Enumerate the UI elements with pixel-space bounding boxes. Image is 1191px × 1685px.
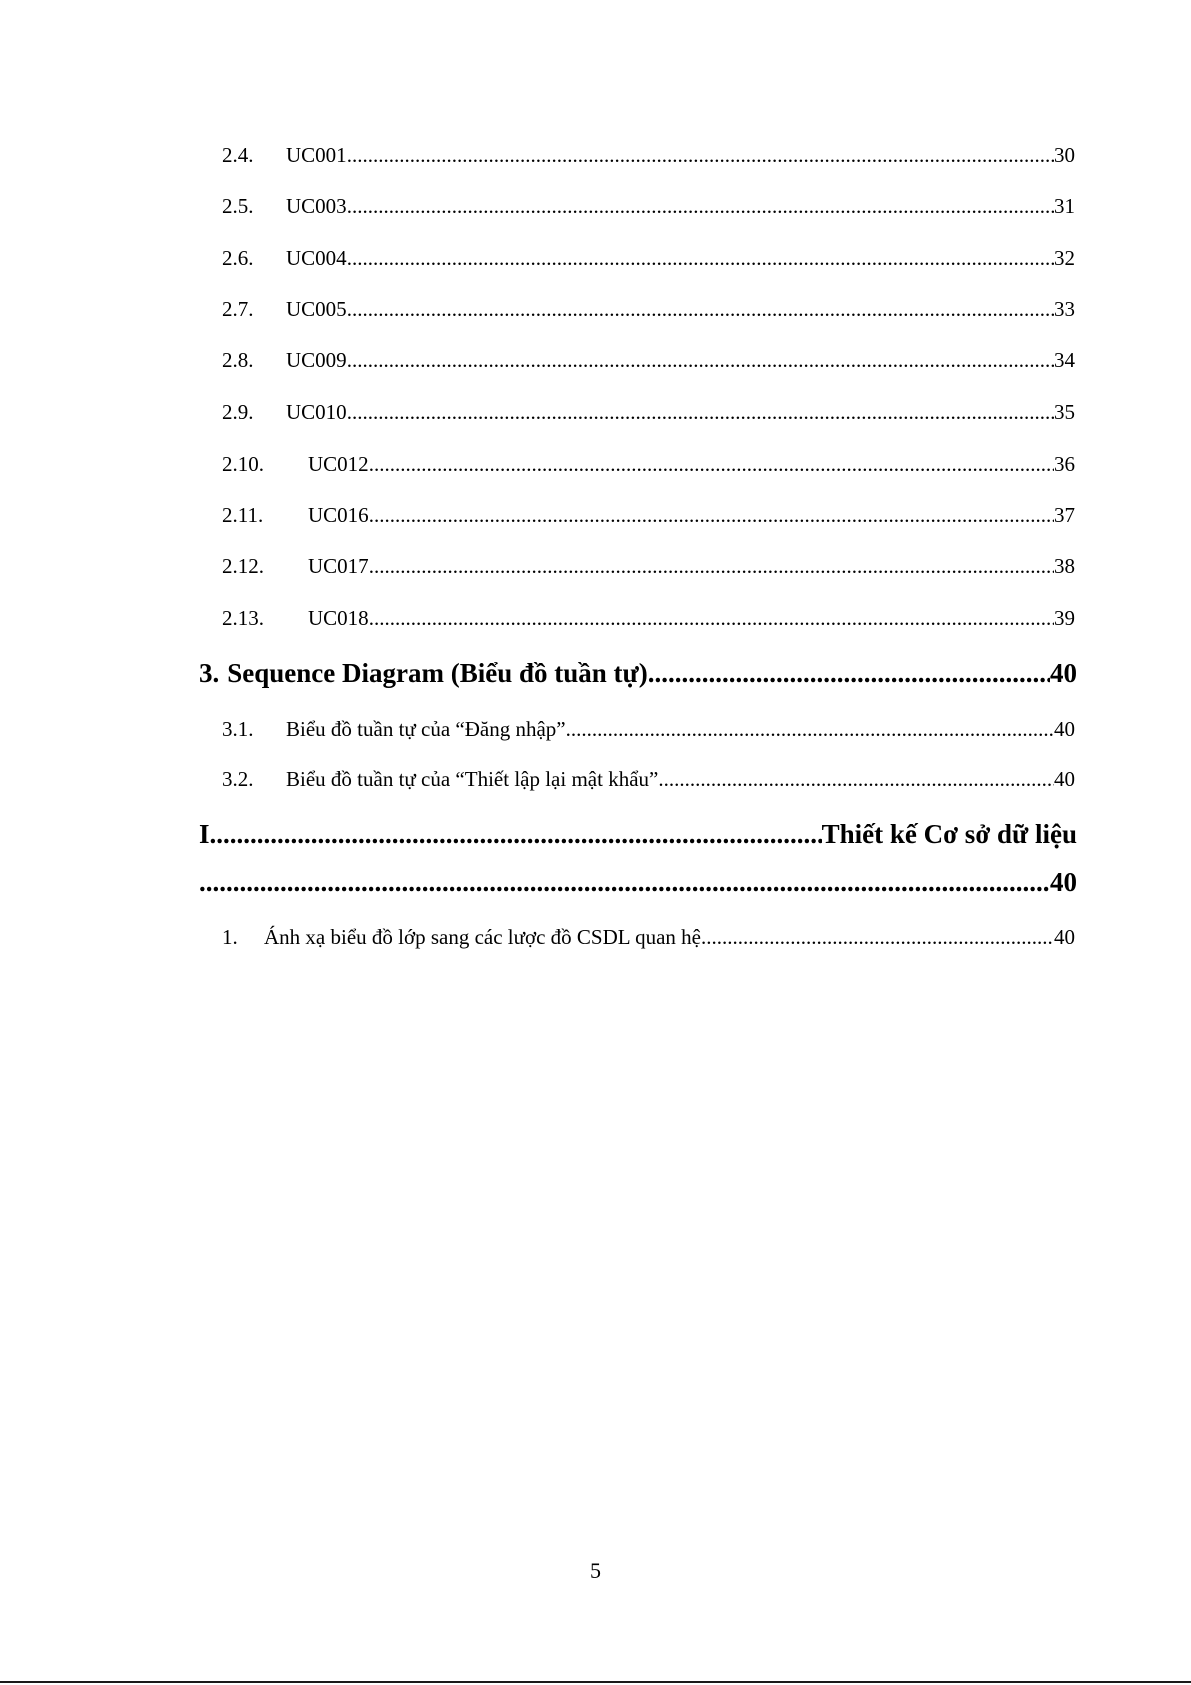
toc-entry-title: Biểu đồ tuần tự của “Đăng nhập” bbox=[286, 717, 566, 741]
toc-entry-number: 2.11. bbox=[222, 503, 264, 527]
toc-entry-number: 2.7. bbox=[222, 297, 254, 321]
toc-entry-number: 1. bbox=[222, 925, 238, 949]
toc-entry-page: 39 bbox=[1054, 606, 1075, 630]
dot-leader bbox=[347, 243, 1054, 273]
toc-entry-page: 31 bbox=[1054, 194, 1075, 218]
dot-leader bbox=[658, 764, 1054, 794]
toc-entry-page: 35 bbox=[1054, 400, 1075, 424]
toc-entry-page: 40 bbox=[1054, 925, 1075, 949]
dot-leader bbox=[347, 397, 1054, 427]
toc-entry-2-5[interactable] bbox=[0, 191, 1191, 221]
toc-entry-chapter-i[interactable] bbox=[0, 815, 1191, 853]
toc-entry-page: 40 bbox=[1054, 717, 1075, 741]
toc-entry-number: 2.6. bbox=[222, 246, 254, 270]
toc-entry-2-6[interactable] bbox=[0, 243, 1191, 273]
toc-entry-number: I bbox=[199, 819, 210, 849]
dot-leader bbox=[648, 654, 1050, 692]
dot-leader bbox=[369, 603, 1054, 633]
dot-leader bbox=[369, 449, 1054, 479]
dot-leader bbox=[199, 863, 1050, 901]
toc-entry-page: 40 bbox=[1054, 767, 1075, 791]
toc-entry-2-11[interactable] bbox=[0, 500, 1191, 530]
toc-entry-title: UC009 bbox=[286, 348, 347, 372]
toc-entry-number: 2.8. bbox=[222, 348, 254, 372]
toc-entry-title: UC012 bbox=[308, 452, 369, 476]
toc-entry-number: 3.2. bbox=[222, 767, 254, 791]
toc-entry-3-2[interactable] bbox=[0, 764, 1191, 794]
dot-leader bbox=[369, 500, 1054, 530]
toc-entry-title: UC016 bbox=[308, 503, 369, 527]
toc-entry-page: 32 bbox=[1054, 246, 1075, 270]
toc-entry-number: 2.10. bbox=[222, 452, 264, 476]
toc-entry-chapter-i-continuation[interactable] bbox=[0, 863, 1191, 901]
toc-entry-title: UC004 bbox=[286, 246, 347, 270]
toc-entry-section-3[interactable] bbox=[0, 654, 1191, 692]
toc-entry-2-9[interactable] bbox=[0, 397, 1191, 427]
toc-entry-2-4[interactable] bbox=[0, 140, 1191, 170]
toc-entry-page: 30 bbox=[1054, 143, 1075, 167]
toc-entry-number: 2.13. bbox=[222, 606, 264, 630]
dot-leader bbox=[347, 345, 1054, 375]
toc-entry-title: UC003 bbox=[286, 194, 347, 218]
toc-entry-title: Biểu đồ tuần tự của “Thiết lập lại mật khẩu” bbox=[286, 767, 659, 791]
dot-leader bbox=[347, 191, 1054, 221]
toc-entry-number: 3. bbox=[199, 658, 220, 688]
page-number: 5 bbox=[590, 1558, 601, 1583]
dot-leader bbox=[369, 551, 1054, 581]
toc-entry-2-12[interactable] bbox=[0, 551, 1191, 581]
toc-entry-page: 34 bbox=[1054, 348, 1075, 372]
toc-entry-page: 38 bbox=[1054, 554, 1075, 578]
dot-leader bbox=[701, 922, 1054, 952]
toc-entry-number: 2.12. bbox=[222, 554, 264, 578]
dot-leader bbox=[210, 815, 822, 853]
dot-leader bbox=[347, 294, 1054, 324]
toc-entry-number: 2.5. bbox=[222, 194, 254, 218]
toc-entry-page: 40 bbox=[1050, 658, 1077, 688]
toc-entry-page: 40 bbox=[1050, 867, 1077, 897]
toc-entry-1[interactable] bbox=[0, 922, 1191, 952]
toc-entry-page: 33 bbox=[1054, 297, 1075, 321]
toc-entry-2-7[interactable] bbox=[0, 294, 1191, 324]
toc-entry-page: 37 bbox=[1054, 503, 1075, 527]
toc-entry-3-1[interactable] bbox=[0, 714, 1191, 744]
toc-entry-page: 36 bbox=[1054, 452, 1075, 476]
toc-entry-2-10[interactable] bbox=[0, 449, 1191, 479]
dot-leader bbox=[347, 140, 1054, 170]
dot-leader bbox=[566, 714, 1054, 744]
toc-entry-title: UC010 bbox=[286, 400, 347, 424]
toc-entry-number: 2.4. bbox=[222, 143, 254, 167]
toc-entry-title: UC001 bbox=[286, 143, 347, 167]
toc-entry-title: Ánh xạ biểu đồ lớp sang các lược đồ CSDL quan hệ bbox=[264, 925, 701, 949]
toc-entry-number: 3.1. bbox=[222, 717, 254, 741]
toc-entry-title: UC018 bbox=[308, 606, 369, 630]
toc-entry-title: UC017 bbox=[308, 554, 369, 578]
toc-entry-title: Thiết kế Cơ sở dữ liệu bbox=[821, 819, 1077, 849]
toc-entry-title: Sequence Diagram (Biểu đồ tuần tự) bbox=[227, 658, 648, 688]
toc-entry-number: 2.9. bbox=[222, 400, 254, 424]
toc-entry-2-8[interactable] bbox=[0, 345, 1191, 375]
toc-entry-2-13[interactable] bbox=[0, 603, 1191, 633]
bottom-rule bbox=[0, 1681, 1191, 1683]
toc-entry-title: UC005 bbox=[286, 297, 347, 321]
